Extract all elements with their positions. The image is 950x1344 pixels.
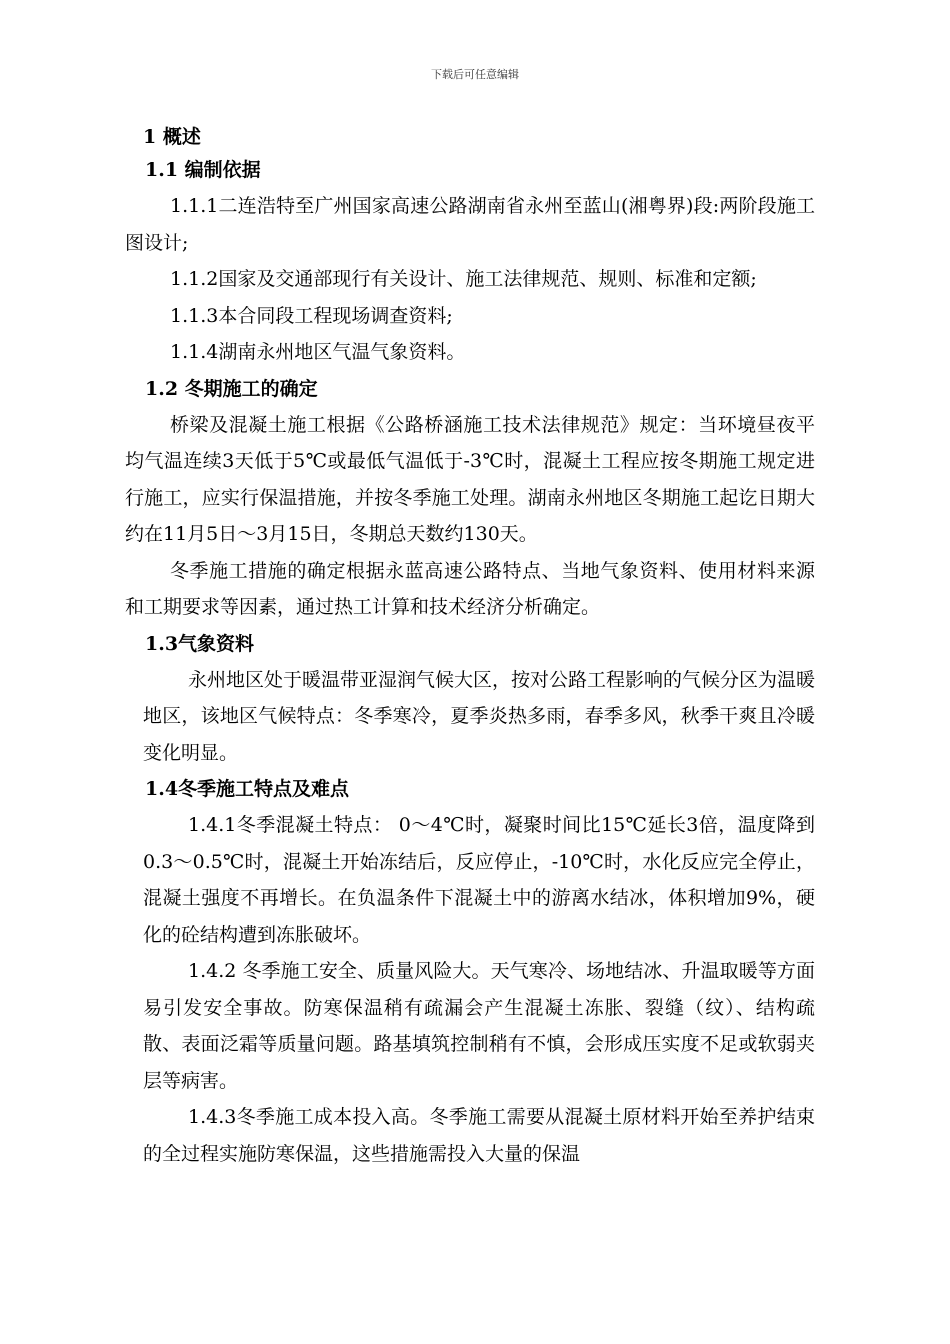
basis-item-4: 1.1.4湖南永州地区气温气象资料。 [170,341,466,363]
basis-item-2: 1.1.2国家及交通部现行有关设计、施工法律规范、规则、标准和定额; [170,268,757,290]
safety-risk-paragraph: 1.4.2 冬季施工安全、质量风险大。天气寒冷、场地结冰、升温取暖等方面易引发安全事故。防寒保温稍有疏漏会产生混凝土冻胀、裂缝（纹）、结构疏散、表面泛霜等质量问题。路基填筑控制稍有不慎，会形成压实度不足或软弱夹层等病害。 [143,960,815,1092]
basis-item-3: 1.1.3本合同段工程现场调查资料; [170,304,453,327]
climate-paragraph: 永州地区处于暖温带亚湿润气候大区，按对公路工程影响的气候分区为温暖地区，该地区气候特点：冬季寒冷，夏季炎热多雨，春季多风，秋季干爽且冷暖变化明显。 [143,668,816,764]
document-body [125,120,815,1172]
section-1-heading: 1 概述 [143,126,201,148]
section-1-4-heading: 1.4冬季施工特点及难点 [145,778,350,800]
section-1-1-heading: 1.1 编制依据 [145,159,261,181]
basis-item-1: 1.1.1二连浩特至广州国家高速公路湖南省永州至蓝山(湘粤界)段:两阶段施工图设计; [125,195,815,254]
section-1-2-heading: 1.2 冬期施工的确定 [145,377,318,400]
section-1-3-heading: 1.3气象资料 [145,632,255,655]
header-note: 下载后可任意编辑 [431,68,519,81]
cost-paragraph: 1.4.3冬季施工成本投入高。冬季施工需要从混凝土原材料开始至养护结束的全过程实施防寒保温，这些措施需投入大量的保温 [143,1106,815,1165]
winter-period-paragraph: 桥梁及混凝土施工根据《公路桥涵施工技术法律规范》规定：当环境昼夜平均气温连续3天低于5℃或最低气温低于-3℃时，混凝土工程应按冬期施工规定进行施工，应实行保温措施，并按冬季施工处理。湖南永州地区冬期施工起讫日期大约在11月5日～3月15日，冬期总天数约130天。 [125,413,815,545]
winter-measures-paragraph: 冬季施工措施的确定根据永蓝高速公路特点、当地气象资料、使用材料来源和工期要求等因素，通过热工计算和技术经济分析确定。 [125,559,815,618]
concrete-features-paragraph: 1.4.1冬季混凝土特点： 0～4℃时，凝聚时间比15℃延长3倍，温度降到0.3～0.5℃时，混凝土开始冻结后，反应停止，-10℃时，水化反应完全停止，混凝土强度不再增长。在负温条件下混凝土中的游离水结冰，体积增加9%，硬化的砼结构遭到冻胀破坏。 [143,814,815,946]
